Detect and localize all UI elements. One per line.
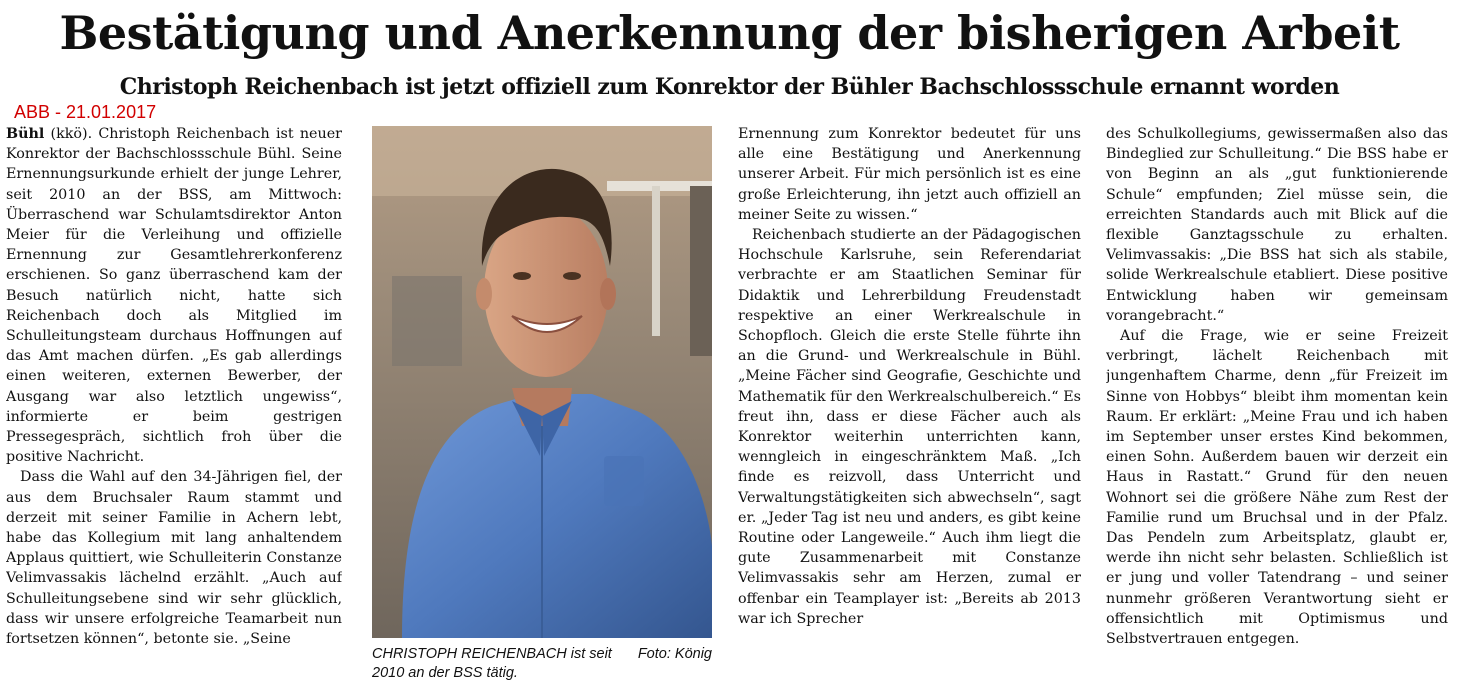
article-column-3	[738, 124, 1081, 684]
dateline: Bühl	[6, 126, 45, 142]
photo-caption	[372, 645, 712, 685]
subheadline: Christoph Reichenbach ist jetzt offiziell zum Konrektor der Bühler Bachschlossschule ernannt worden	[119, 74, 1340, 100]
paragraph: des Schulkollegiums, gewissermaßen also das Bindeglied zur Schulleitung.“ Die BSS habe er von Beginn an als „gut funktionierende Schule“ empfunden; Ziel müsse sein, die erreichten Standards auch mit Blick auf die flexible Ganztagsschule zu erhalten. Velimvassakis: „Die BSS hat sich als stabile, solide Werkrealschule etabliert. Diese positive Entwicklung haben wir gemeinsam vorangebracht.“	[1106, 126, 1448, 324]
paragraph: Ernennung zum Konrektor bedeutet für uns alle eine Bestätigung und Anerkennung unserer Arbeit. Für mich persönlich ist es eine große Erleichterung, ihn jetzt auch offiziell an meiner Seite zu wissen.“	[738, 126, 1081, 223]
paragraph: Dass die Wahl auf den 34-Jährigen fiel, der aus dem Bruchsaler Raum stammt und derzeit mit seiner Familie in Achern lebt, habe das Kollegium mit lang anhaltendem Applaus quittiert, wie Schulleiterin Constanze Velimvassakis lächelnd erzählt. „Auch auf Schulleitungsebene sind wir sehr glücklich, dass wir unsere erfolgreiche Teamarbeit nun fortsetzen können“, betonte sie. „Seine	[6, 469, 342, 648]
photo-credit: Foto: König	[637, 646, 712, 662]
article-column-1	[6, 124, 342, 684]
paragraph	[6, 124, 342, 467]
caption-text: CHRISTOPH REICHENBACH ist seit 2010 an der BSS tätig.	[372, 646, 612, 681]
portrait-photo	[372, 126, 712, 638]
paragraph: Reichenbach studierte an der Pädagogischen Hochschule Karlsruhe, sein Referendariat verbrachte er am Staatlichen Seminar für Didaktik und Lehrerbildung Freudenstadt respektive an einer Werkrealschule in Schopfloch. Gleich die erste Stelle führte ihn an die Grund- und Werkrealschule in Bühl. „Meine Fächer sind Geografie, Geschichte und Mathematik für den Werkrealschulbereich.“ Es freut ihn, dass er diese Fächer auch als Konrektor weiterhin unterrichten kann, wenngleich in eingeschränktem Maß. „Ich finde es reizvoll, dass Unterricht und Verwaltungstätigkeiten sich abwechseln“, sagt er. „Jeder Tag ist neu und anders, es gibt keine Routine oder Langeweile.“ Auch ihm liegt die gute Zusammenarbeit mit Constanze Velimvassakis sehr am Herzen, zumal er offenbar ein Teamplayer ist: „Bereits ab 2013 war ich Sprecher	[738, 227, 1081, 627]
paragraph: Auf die Frage, wie er seine Freizeit verbringt, lächelt Reichenbach mit jungenhaftem Charme, denn „für Freizeit im Sinne von Hobbys“ bleibt ihm momentan kein Raum. Er erklärt: „Meine Frau und ich haben im September unser erstes Kind bekommen, einen Sohn. Außerdem bauen wir derzeit ein Haus in Rastatt.“ Grund für den neuen Wohnort sei die größere Nähe zum Rest der Familie rund um Bruchsal und in der Pfalz. Das Pendeln zum Arbeitsplatz, glaubt er, werde ihn nicht sehr belasten. Schließlich ist er jung und voller Tatendrang – und seiner nunmehr größeren Verantwortung sieht er offensichtlich mit Optimismus und Selbstvertrauen entgegen.	[1106, 328, 1448, 648]
headline: Bestätigung und Anerkennung der bisherigen Arbeit	[59, 6, 1400, 60]
paragraph-text: (kkö). Christoph Reichenbach ist neuer Konrektor der Bachschlossschule Bühl. Seine Ernennungsurkunde erhielt der junge Lehrer, seit 2010 an der BSS, am Mittwoch: Überraschend war Schulamtsdirektor Anton Meier für die Verleihung und offizielle Ernennung zur Gesamtlehrerkonferenz erschienen. So ganz überraschend kam der Besuch natürlich nicht, hatte sich Reichenbach doch als Mitglied im Schulleitungsteam durchaus Hoffnungen auf das Amt machen dürfen. „Es gab allerdings einen weiteren, externen Bewerber, der Ausgang war also letztlich ungewiss“, informierte er beim gestrigen Pressegespräch, sichtlich froh über die positive Nachricht.	[6, 126, 342, 466]
archive-date-stamp: ABB - 21.01.2017	[14, 102, 157, 122]
portrait-illustration	[372, 126, 712, 638]
article-column-4	[1106, 124, 1448, 684]
